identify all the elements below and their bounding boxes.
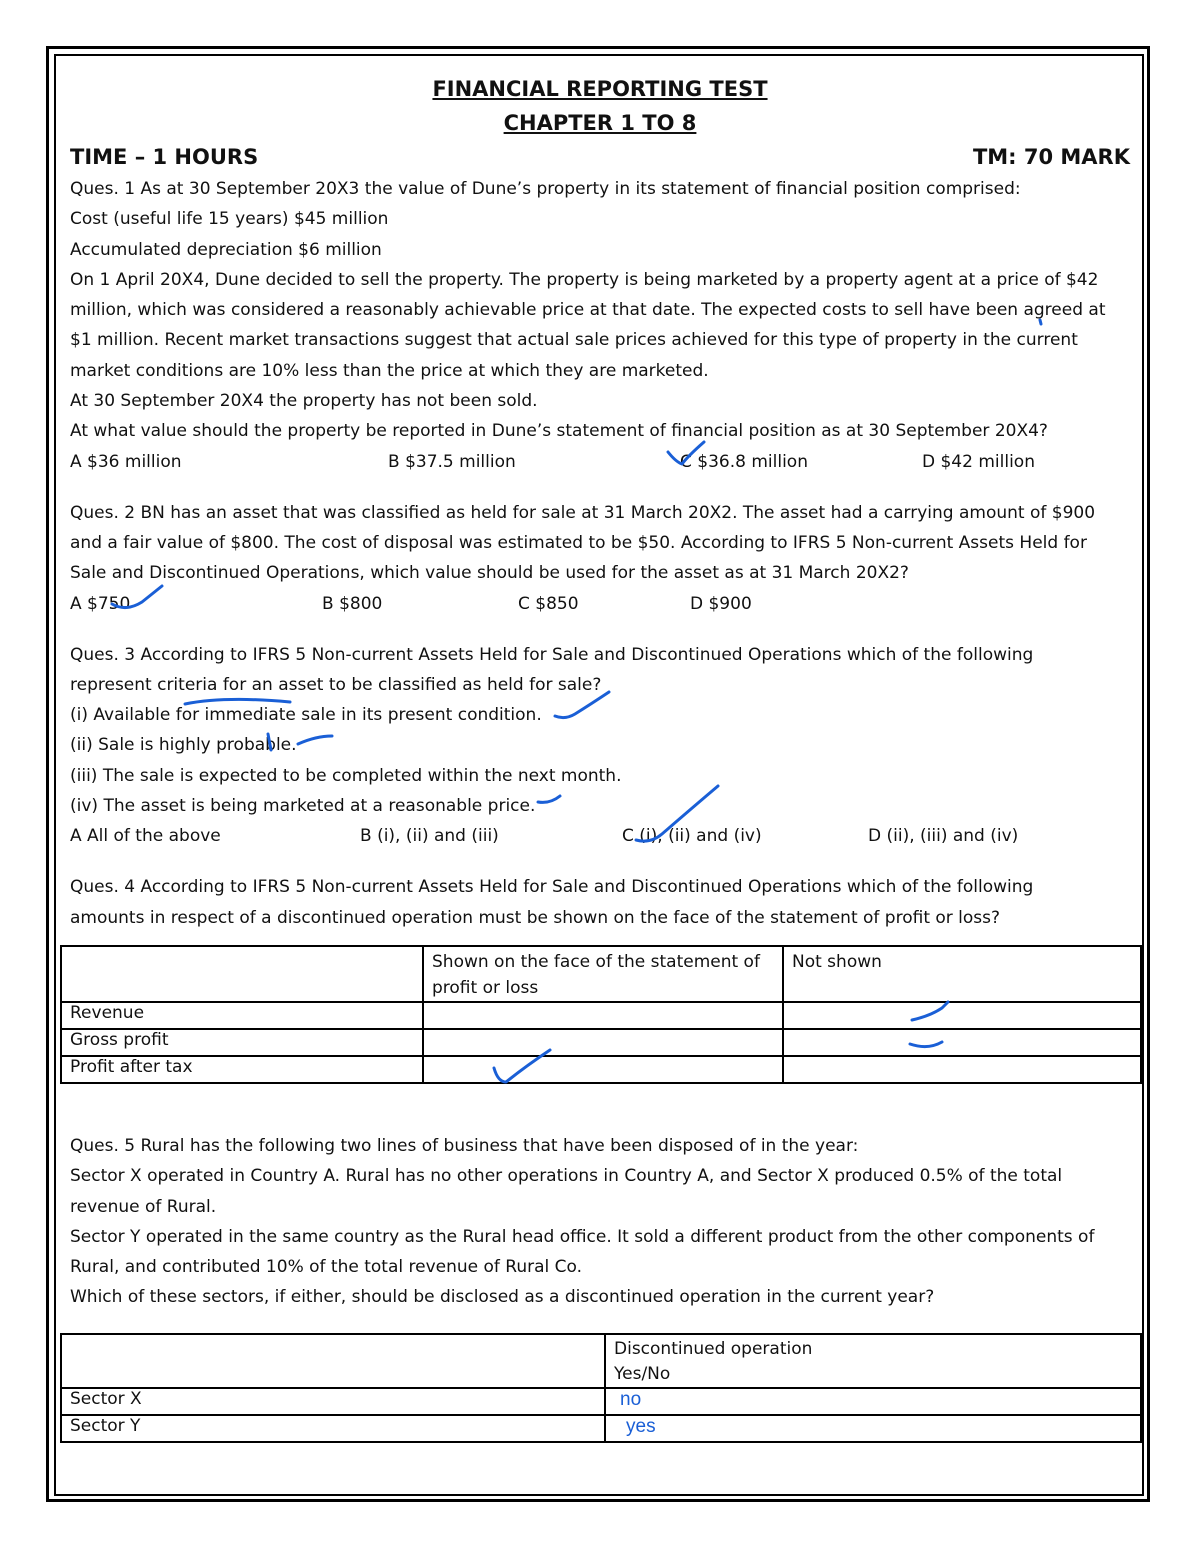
q1-line: Ques. 1 As at 30 September 20X3 the value of Dune’s property in its statement of financial position comprised: [70, 179, 1021, 199]
q5-header-line2: Yes/No [614, 1364, 671, 1384]
table-row [61, 1002, 1141, 1029]
q2-option-a: A $750 [70, 593, 131, 614]
q4-cell-not-shown[interactable] [783, 1056, 1141, 1083]
table-row [61, 1056, 1141, 1083]
q4-table-header-row [61, 946, 1141, 1002]
q3-options [70, 821, 1130, 851]
test-sheet [70, 72, 1130, 933]
q4-table [60, 945, 1142, 1084]
q3-line: (i) Available for immediate sale in its present condition. [70, 705, 542, 726]
q5-line: Sector Y operated in the same country as the Rural head office. It sold a different product from the other components of [70, 1226, 1095, 1247]
q4-cell-not-shown[interactable] [783, 1029, 1141, 1056]
q4-row-label: Revenue [61, 1002, 423, 1029]
q5-answer-cell[interactable] [605, 1388, 1141, 1415]
q5-handwritten-answer: yes [626, 1416, 656, 1437]
q5-table-header-row [61, 1334, 1141, 1388]
q4-table-header-empty [61, 946, 423, 1002]
q4-cell-not-shown[interactable] [783, 1002, 1141, 1029]
time-label: TIME – 1 HOURS [70, 145, 259, 169]
q4-row-label: Gross profit [61, 1029, 423, 1056]
q3-line: (iii) The sale is expected to be completed within the next month. [70, 765, 622, 786]
q4-cell-shown[interactable] [423, 1029, 783, 1056]
q1-line: million, which was considered a reasonably achievable price at that date. The expected costs to sell have been agreed at [70, 300, 1106, 321]
q2-line: Ques. 2 BN has an asset that was classified as held for sale at 31 March 20X2. The asset had a carrying amount of $900 [70, 502, 1096, 523]
q4-cell-shown[interactable] [423, 1056, 783, 1083]
question-4 [70, 872, 1130, 933]
q3-line: (ii) Sale is highly probable. [70, 735, 297, 756]
q3-line: Ques. 3 According to IFRS 5 Non-current Assets Held for Sale and Discontinued Operations which of the following [70, 644, 1034, 665]
q4-cell-shown[interactable] [423, 1002, 783, 1029]
q5-row-label: Sector Y [61, 1415, 605, 1442]
question-3 [70, 640, 1130, 852]
q1-options [70, 447, 1130, 477]
q5-line: revenue of Rural. [70, 1196, 217, 1217]
q1-line: On 1 April 20X4, Dune decided to sell the property. The property is being marketed by a property agent at a price of $42 [70, 269, 1099, 290]
q3-option-d: D (ii), (iii) and (iv) [868, 826, 1019, 847]
question-1 [70, 174, 1130, 477]
q3-option-a: A All of the above [70, 826, 221, 847]
q2-option-c: C $850 [518, 593, 579, 614]
q3-option-b: B (i), (ii) and (iii) [360, 826, 499, 847]
q1-option-b: B $37.5 million [388, 451, 516, 472]
q5-line: Which of these sectors, if either, should be disclosed as a discontinued operation in the current year? [70, 1287, 935, 1308]
table-row [61, 1415, 1141, 1442]
q1-line: Cost (useful life 15 years) $45 million [70, 209, 389, 230]
q4-row-label: Profit after tax [61, 1056, 423, 1083]
q3-line: represent criteria for an asset to be classified as held for sale? [70, 674, 602, 695]
q2-line: Sale and Discontinued Operations, which value should be used for the asset as at 31 March 20X2? [70, 563, 909, 584]
q5-table-header [605, 1334, 1141, 1388]
q1-line: At what value should the property be reported in Dune’s statement of financial position as at 30 September 20X4? [70, 421, 1048, 442]
q1-option-c: C $36.8 million [680, 451, 808, 472]
q5-answer-cell[interactable] [605, 1415, 1141, 1442]
q4-line: amounts in respect of a discontinued operation must be shown on the face of the statement of profit or loss? [70, 907, 1001, 928]
q1-option-a: A $36 million [70, 451, 182, 472]
q1-line: $1 million. Recent market transactions suggest that actual sale prices achieved for this type of property in the current [70, 330, 1078, 351]
question-5 [70, 1131, 1130, 1313]
q3-line: (iv) The asset is being marketed at a reasonable price. [70, 796, 536, 817]
table-row [61, 1388, 1141, 1415]
q5-row-label: Sector X [61, 1388, 605, 1415]
q2-options [70, 589, 1130, 619]
q1-line: market conditions are 10% less than the price at which they are marketed. [70, 360, 709, 381]
total-marks-label: TM: 70 MARK [972, 145, 1130, 169]
q5-line: Rural, and contributed 10% of the total revenue of Rural Co. [70, 1257, 583, 1278]
table-row [61, 1029, 1141, 1056]
test-title: FINANCIAL REPORTING TEST [432, 77, 768, 101]
q2-line: and a fair value of $800. The cost of disposal was estimated to be $50. According to IFRS 5 Non-current Assets Held for [70, 532, 1087, 553]
q5-table [60, 1333, 1142, 1443]
q5-header-line1: Discontinued operation [614, 1339, 813, 1359]
question-2 [70, 498, 1130, 619]
q2-option-d: D $900 [690, 593, 752, 614]
q1-line: At 30 September 20X4 the property has not been sold. [70, 391, 538, 412]
q1-line: Accumulated depreciation $6 million [70, 239, 382, 260]
test-header-row [70, 140, 1130, 174]
q4-table-header-shown: Shown on the face of the statement of profit or loss [423, 946, 783, 1002]
q4-table-header-not-shown: Not shown [783, 946, 1141, 1002]
q5-table-header-empty [61, 1334, 605, 1388]
q5-line: Sector X operated in Country A. Rural has no other operations in Country A, and Sector X produced 0.5% of the total [70, 1166, 1063, 1187]
test-subtitle: CHAPTER 1 TO 8 [503, 111, 697, 135]
q1-option-d: D $42 million [922, 451, 1035, 472]
q5-handwritten-answer: no [620, 1389, 642, 1410]
q3-option-c: C (i), (ii) and (iv) [622, 826, 762, 847]
q4-line: Ques. 4 According to IFRS 5 Non-current Assets Held for Sale and Discontinued Operations which of the following [70, 877, 1034, 898]
q5-line: Ques. 5 Rural has the following two lines of business that have been disposed of in the year: [70, 1136, 859, 1156]
q2-option-b: B $800 [322, 593, 383, 614]
